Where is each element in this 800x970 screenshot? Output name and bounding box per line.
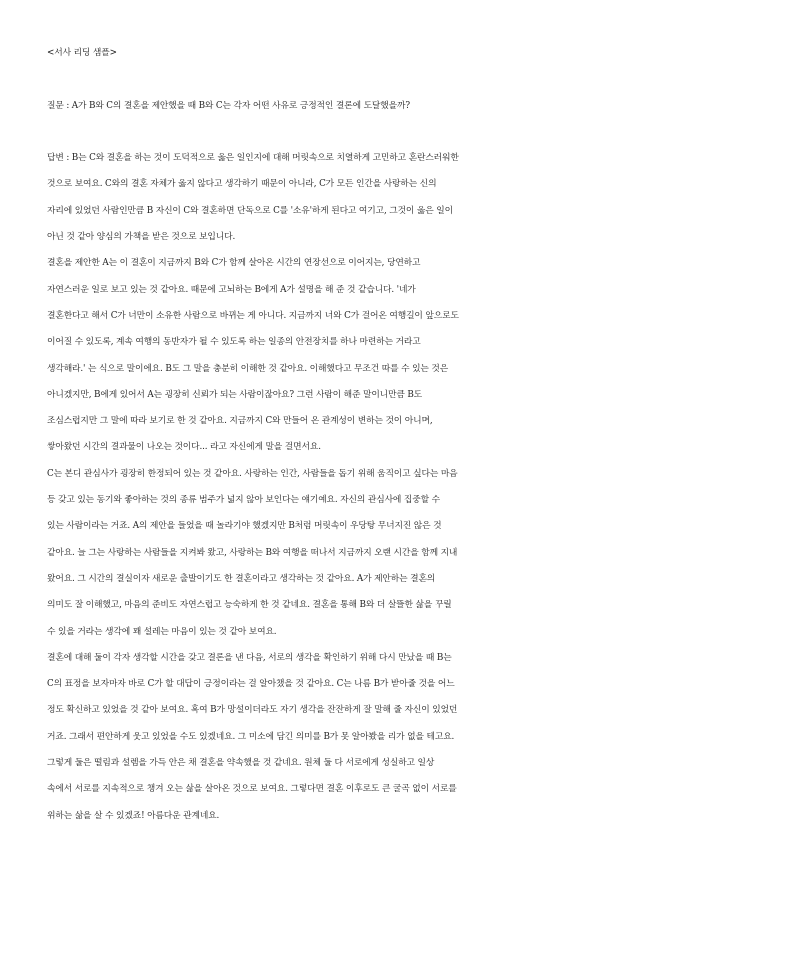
answer-line: 수 있을 거라는 생각에 꽤 설레는 마음이 있는 것 같아 보여요. [47, 626, 277, 637]
answer-line: 자리에 있었던 사람인만큼 B 자신이 C와 결혼하면 단독으로 C를 '소유'하게 된다고 여기고, 그것이 옳은 일이 [47, 205, 453, 216]
answer-line: 속에서 서로를 지속적으로 챙겨 오는 삶을 살아온 것으로 보여요. 그렇다면 결혼 이후로도 큰 굴곡 없이 서로를 [47, 784, 457, 795]
answer-line: 그렇게 둘은 떨림과 설렘을 가득 안은 채 결혼을 약속했을 것 같네요. 원체 둘 다 서로에게 성실하고 일상 [47, 758, 435, 769]
answer-line: 의미도 잘 이해했고, 마음의 준비도 자연스럽고 능숙하게 한 것 같네요. 결혼을 통해 B와 더 살뜰한 삶을 꾸릴 [47, 600, 452, 611]
answer-line: 정도 확신하고 있었을 것 같아 보여요. 혹여 B가 망설이더라도 자기 생각을 잔잔하게 잘 말해 줄 자신이 있었던 [47, 705, 458, 716]
answer-line: 조심스럽지만 그 말에 따라 보기로 한 것 같아요. 지금까지 C와 만들어 온 관계성이 변하는 것이 아니며, [47, 416, 433, 427]
answer-line: 자연스러운 일로 보고 있는 것 같아요. 때문에 고뇌하는 B에게 A가 설명을 해 준 것 같습니다. '네가 [47, 284, 416, 295]
answer-line: 거죠. 그래서 편안하게 웃고 있었을 수도 있겠네요. 그 미소에 담긴 의미를 B가 못 알아봤을 리가 없을 테고요. [47, 731, 455, 742]
spacer [47, 119, 767, 145]
answer-line: 아닌 것 같아 양심의 가책을 받은 것으로 보입니다. [47, 232, 236, 243]
document-body [47, 40, 767, 829]
spacer [47, 66, 767, 92]
answer-line: 결혼에 대해 둘이 각자 생각할 시간을 갖고 결론을 낸 다음, 서로의 생각을 확인하기 위해 다시 만났을 때 B는 [47, 652, 452, 663]
answer-line: 위하는 삶을 살 수 있겠죠! 아름다운 관계네요. [47, 810, 220, 821]
answer-line: 이어질 수 있도록, 계속 여행의 동반자가 될 수 있도록 하는 일종의 안전장치를 하나 마련하는 거라고 [47, 337, 421, 348]
answer-line: 답변 : B는 C와 결혼을 하는 것이 도덕적으로 옳은 일인지에 대해 머릿속으로 치열하게 고민하고 혼란스러워한 [47, 153, 459, 164]
answer-line: C는 본디 관심사가 굉장히 한정되어 있는 것 같아요. 사랑하는 인간, 사람들을 돕기 위해 움직이고 싶다는 마음 [47, 468, 458, 479]
answer-line: 왔어요. 그 시간의 결실이자 새로운 출발이기도 한 결혼이라고 생각하는 것 같아요. A가 제안하는 결혼의 [47, 573, 436, 584]
answer-line: 있는 사람이라는 거죠. A의 제안을 들었을 때 놀라기야 했겠지만 B처럼 머릿속이 우당탕 무너지진 않은 것 [47, 521, 442, 532]
answer-line: 아니겠지만, B에게 있어서 A는 굉장히 신뢰가 되는 사람이잖아요? 그런 사람이 해준 말이니만큼 B도 [47, 389, 423, 400]
answer-line: 쌓아왔던 시간의 결과물이 나오는 것이다... 라고 자신에게 말을 걸면서요. [47, 442, 321, 453]
answer-line: C의 표정을 보자마자 바로 C가 할 대답이 긍정이라는 걸 알아챘을 것 같아요. C는 나름 B가 받아줄 것을 어느 [47, 679, 455, 690]
answer-line: 결혼한다고 해서 C가 너만이 소유한 사람으로 바뀌는 게 아니다. 지금까지 너와 C가 걸어온 여행길이 앞으로도 [47, 310, 459, 321]
answer-line: 생각해라.' 는 식으로 말이에요. B도 그 말을 충분히 이해한 것 같아요. 이해했다고 무조건 따를 수 있는 것은 [47, 363, 449, 374]
answer-line: 결혼을 제안한 A는 이 결혼이 지금까지 B와 C가 함께 살아온 시간의 연장선으로 이어지는, 당연하고 [47, 258, 421, 269]
answer-line: 같아요. 늘 그는 사랑하는 사람들을 지켜봐 왔고, 사랑하는 B와 여행을 떠나서 지금까지 오랜 시간을 함께 지내 [47, 547, 458, 558]
document-title: <서사 리딩 샘플> [47, 48, 117, 58]
question-text: 질문 : A가 B와 C의 결혼을 제안했을 때 B와 C는 각자 어떤 사유로 긍정적인 결론에 도달했을까? [47, 100, 410, 111]
answer-line: 등 갖고 있는 동기와 좋아하는 것의 종류 범주가 넓지 않아 보인다는 얘기예요. 자신의 관심사에 집중할 수 [47, 495, 440, 506]
answer-line: 것으로 보여요. C와의 결혼 자체가 옳지 않다고 생각하기 때문이 아니라, C가 모든 인간을 사랑하는 신의 [47, 179, 437, 190]
